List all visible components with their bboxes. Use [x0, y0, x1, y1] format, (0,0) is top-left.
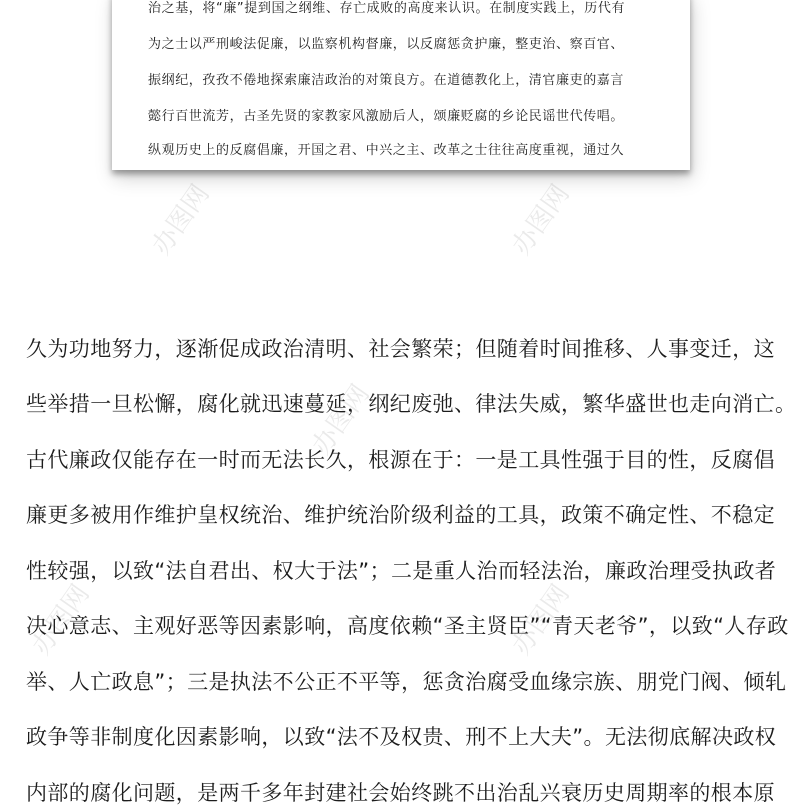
excerpt-line: 治之基，将“廉”提到国之纲维、存亡成败的高度来认识。在制度实践上，历代有 — [148, 1, 626, 16]
body-line: 政争等非制度化因素影响，以致“法不及权贵、刑不上大夫”。无法彻底解决政权 — [26, 725, 777, 749]
watermark: 办图网 — [306, 379, 376, 461]
watermark: 办图网 — [506, 179, 576, 261]
body-line: 些举措一旦松懈，腐化就迅速蔓延，纲纪废弛、律法失威，繁华盛世也走向消亡。 — [26, 392, 797, 416]
watermark: 办图网 — [26, 579, 96, 661]
body-line: 决心意志、主观好恶等因素影响，高度依赖“圣主贤臣”“青天老爷”，以致“人存政 — [26, 614, 789, 638]
body-line: 廉更多被用作维护皇权统治、维护统治阶级利益的工具，政策不确定性、不稳定 — [26, 503, 775, 527]
excerpt-line: 纵观历史上的反腐倡廉，开国之君、中兴之主、改革之士往往高度重视，通过久 — [148, 143, 625, 158]
body-line: 性较强，以致“法自君出、权大于法”；二是重人治而轻法治，廉政治理受执政者 — [26, 559, 777, 583]
watermark: 办图网 — [506, 579, 576, 661]
excerpt-line: 振纲纪，孜孜不倦地探索廉洁政治的对策良方。在道德教化上，清官廉吏的嘉言 — [148, 73, 625, 88]
body-line: 古代廉政仅能存在一时而无法长久，根源在于：一是工具性强于目的性，反腐倡 — [26, 448, 775, 472]
watermark: 办图网 — [146, 179, 216, 261]
document-excerpt-card — [112, 0, 690, 170]
excerpt-line: 懿行百世流芳，古圣先贤的家教家风激励后人，颂廉贬腐的乡论民谣世代传唱。 — [148, 109, 625, 124]
excerpt-line: 为之士以严刑峻法促廉，以监察机构督廉，以反腐惩贪护廉，整吏治、察百官、 — [148, 37, 625, 52]
body-line: 举、人亡政息”；三是执法不公正不平等，惩贪治腐受血缘宗族、朋党门阀、倾轧 — [26, 670, 787, 694]
body-line: 久为功地努力，逐渐促成政治清明、社会繁荣；但随着时间推移、人事变迁，这 — [26, 337, 775, 361]
body-line: 内部的腐化问题，是两千多年封建社会始终跳不出治乱兴衰历史周期率的根本原 — [26, 781, 775, 805]
